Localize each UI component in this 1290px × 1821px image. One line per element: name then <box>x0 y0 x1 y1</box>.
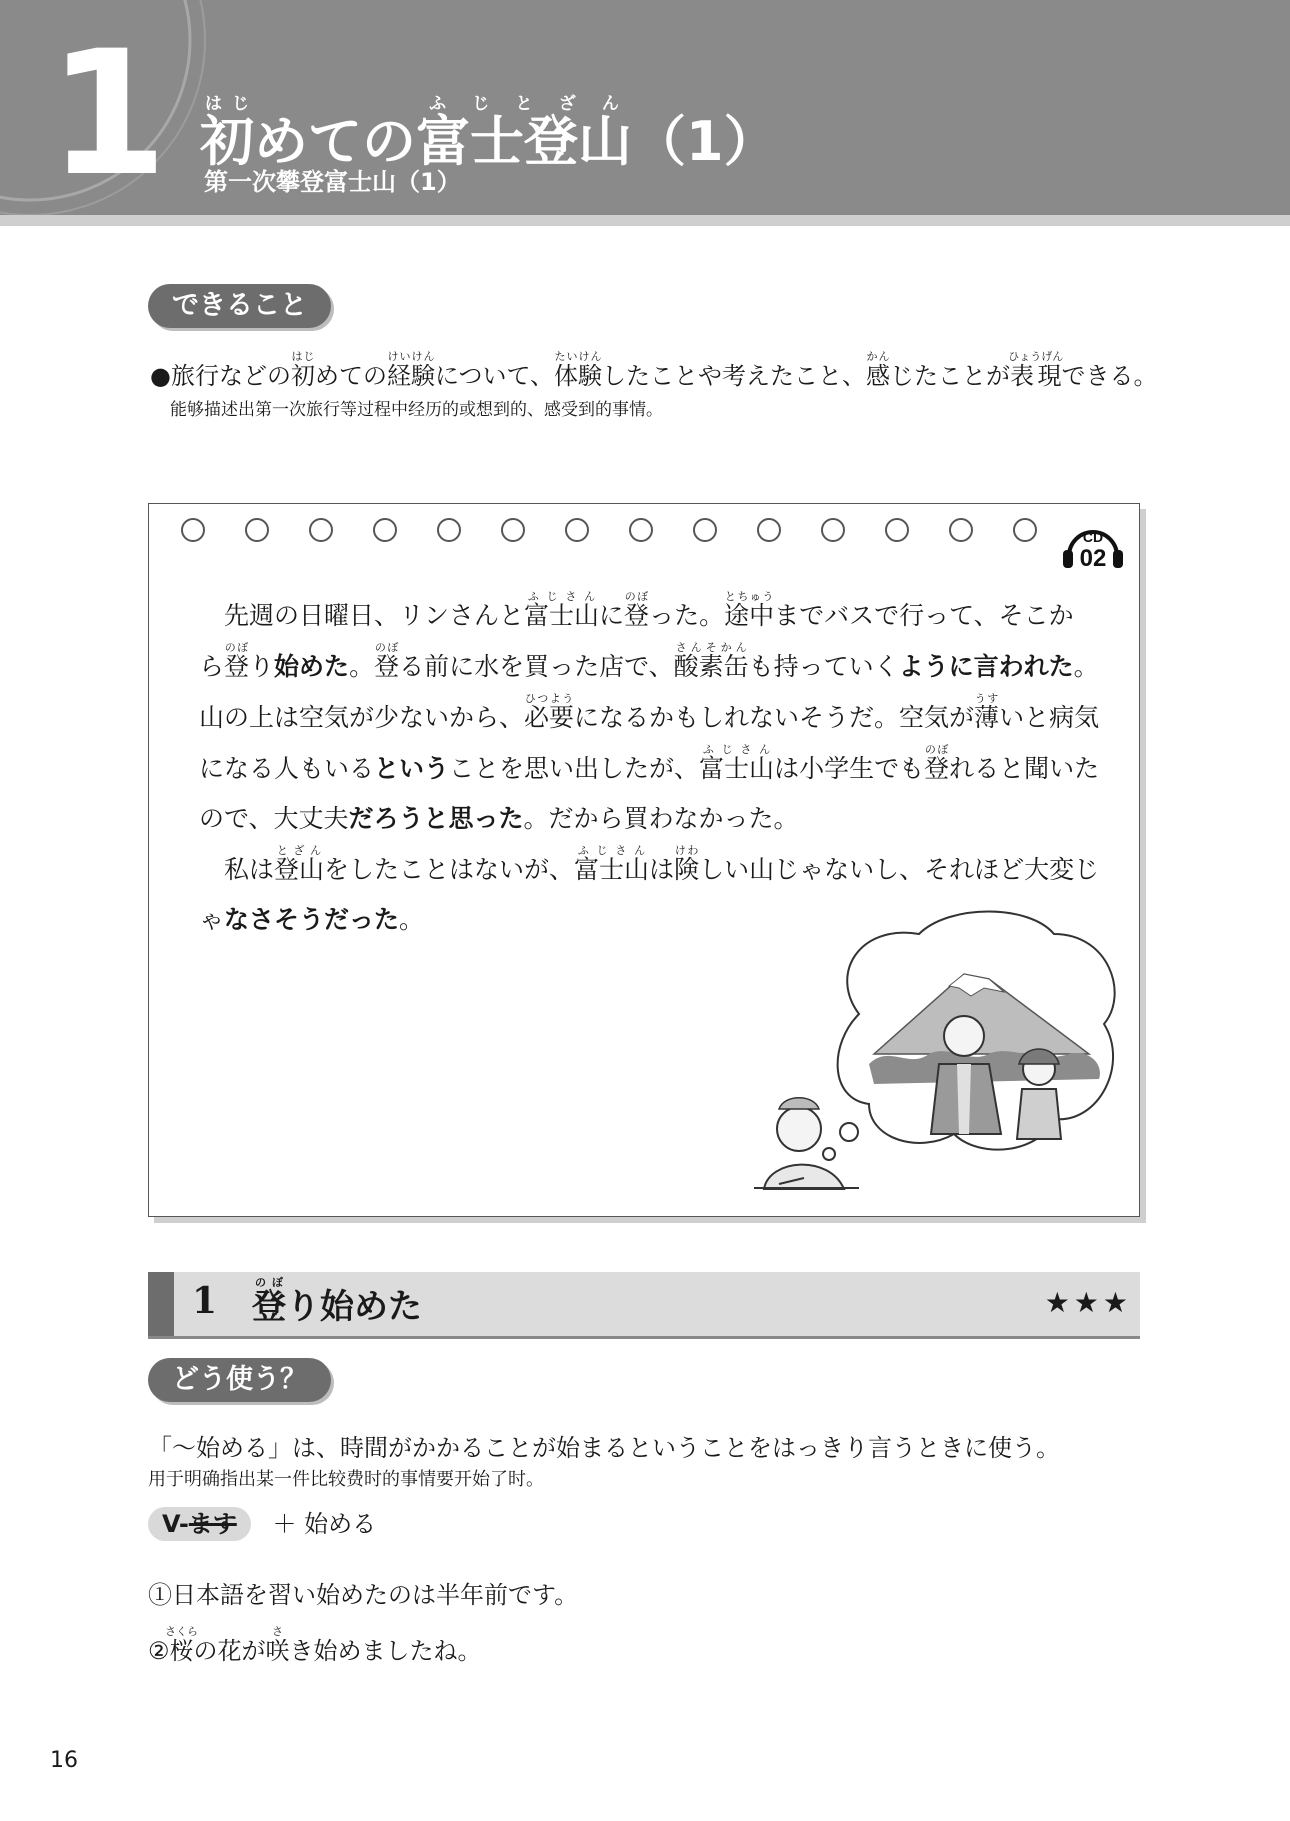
reading-line <box>199 794 1099 844</box>
reading-segment-text: 私は <box>199 855 275 884</box>
binder-ring-icon <box>309 518 333 542</box>
reading-segment-ruby: 途中とちゅう <box>724 590 775 630</box>
goal-segment-ruby: 感かん <box>866 350 890 390</box>
header-stripe <box>0 215 1290 226</box>
chapter-number: 1 <box>48 13 168 214</box>
reading-segment-text: 山の上は空気が少ないから、 <box>199 703 525 732</box>
verb-masu-stem-chip <box>148 1507 251 1541</box>
title-segment-text: （1） <box>632 110 778 173</box>
goal-segment-text: したことや考えたこと、 <box>602 362 866 390</box>
goal-segment-text: できる。 <box>1061 362 1158 390</box>
reading-segment-ruby: 富士山ふじさん <box>574 844 650 884</box>
chapter-subtitle: 第一次攀登富士山（1） <box>204 168 461 196</box>
goal-segment-text: めての <box>314 362 387 390</box>
reading-segment-text: れると聞いた <box>949 754 1100 783</box>
reading-segment-ruby: 酸素缶さんそかん <box>673 641 749 681</box>
goal-segment-ruby: 体験たいけん <box>554 350 602 390</box>
goal-segment-ruby: 経験けいけん <box>386 350 435 390</box>
reading-line <box>199 641 1099 692</box>
example-sentence-1 <box>148 1575 578 1615</box>
reading-segment-ruby: 富士山ふじさん <box>524 590 600 630</box>
reading-segment-ruby: 必要ひつよう <box>524 692 575 732</box>
reading-segment-text: も持っていく <box>748 652 899 681</box>
formula-verb: V- <box>162 1510 189 1538</box>
binder-ring-icon <box>501 518 525 542</box>
example-segment-text: ①日本語を習い始めたのは半年前です。 <box>148 1581 579 1609</box>
binder-ring-icon <box>821 518 845 542</box>
binder-ring-icon <box>949 518 973 542</box>
reading-segment-text: をしたことはないが、 <box>324 855 575 884</box>
reading-segment-text: 。だから買わなかった。 <box>523 804 799 833</box>
section-accent <box>148 1272 174 1336</box>
reading-segment-text: に <box>599 601 625 630</box>
title-segment-ruby: 富士登山ふじとざん <box>416 94 632 173</box>
reading-segment-ruby: 険けわ <box>674 844 700 884</box>
reading-line <box>199 743 1099 794</box>
reading-segment-text: ゃ <box>199 905 225 934</box>
goal-segment-ruby: 表現ひょうげん <box>1008 350 1064 390</box>
reading-segment-grammar-point: なさそうだった <box>224 905 400 934</box>
formula-masu: ます <box>188 1510 237 1538</box>
bullet-icon: ● <box>150 362 171 390</box>
reading-segment-grammar-point: だろうと思った <box>348 804 524 833</box>
cd-track: 02 <box>1079 545 1107 572</box>
title-segment-ruby: 初はじ <box>200 94 254 173</box>
reading-segment-text: 。 <box>399 905 425 934</box>
example-segment-ruby: 桜さくら <box>165 1625 199 1665</box>
section-title <box>252 1276 422 1334</box>
difficulty-stars: ★★★ <box>1044 1286 1132 1319</box>
reading-segment-grammar-point: という <box>374 754 450 783</box>
grammar-formula <box>148 1507 376 1541</box>
reading-segment-text: までバスで行って、そこか <box>774 601 1074 630</box>
binder-ring-icon <box>629 518 653 542</box>
reading-segment-text: ので、大丈夫 <box>199 804 349 833</box>
example-segment-text: ② <box>148 1637 170 1665</box>
goal-translation: 能够描述出第一次旅行等过程中经历的或想到的、感受到的事情。 <box>170 400 663 420</box>
binder-ring-icon <box>565 518 589 542</box>
binder-ring-icon <box>1013 518 1037 542</box>
example-segment-text: の花が <box>193 1637 266 1665</box>
title-segment-text: めての <box>254 110 416 173</box>
binder-ring-icon <box>181 518 205 542</box>
reading-segment-text: は小学生でも <box>774 754 925 783</box>
binder-ring-icon <box>757 518 781 542</box>
reading-segment-text: になるかもしれないそうだ。空気が <box>574 703 975 732</box>
binder-ring-icon <box>693 518 717 542</box>
reading-segment-text: 。 <box>349 652 375 681</box>
reading-segment-grammar-point: ように言われた <box>898 652 1074 681</box>
example-sentence-2 <box>148 1625 482 1671</box>
reading-segment-ruby: 登のぼ <box>374 641 400 681</box>
reading-segment-text: しい山じゃないし、それほど大変じ <box>699 855 1100 884</box>
chapter-title <box>200 94 778 172</box>
reading-segment-ruby: 登山とざん <box>274 844 325 884</box>
binder-ring-icon <box>245 518 269 542</box>
reading-segment-text: 先週の日曜日、リンさんと <box>199 601 525 630</box>
reading-segment-text: る前に水を買った店で、 <box>399 652 674 681</box>
reading-segment-ruby: 富士山ふじさん <box>699 743 775 783</box>
usage-explanation: 「～始める」は、時間がかかることが始まるということをはっきり言うときに使う。 <box>148 1434 1060 1462</box>
reading-passage-card <box>148 503 1140 1217</box>
cd-audio-icon <box>1061 516 1125 572</box>
reading-segment-grammar-point: 始めた <box>274 652 350 681</box>
goal-text <box>170 350 1158 390</box>
goal-segment-text: について、 <box>434 362 554 390</box>
reading-segment-ruby: 登のぼ <box>224 641 250 681</box>
binder-ring-icon <box>885 518 909 542</box>
formula-rest: ＋ 始める <box>272 1510 377 1538</box>
goals-label: できること <box>148 284 331 328</box>
cd-label: CD <box>1082 529 1104 545</box>
reading-line <box>199 844 1099 895</box>
reading-line <box>199 692 1099 743</box>
example-segment-text: き始めましたね。 <box>289 1637 482 1665</box>
reading-segment-ruby: 登のぼ <box>924 743 950 783</box>
goal-segment-text: 旅行などの <box>170 362 291 390</box>
reading-segment-text: 。 <box>1073 652 1099 681</box>
section-title-segment-ruby: 登のぼ <box>252 1276 286 1327</box>
reading-segment-text: いと病気 <box>999 703 1100 732</box>
page-number: 16 <box>50 1748 78 1773</box>
binder-ring-icon <box>373 518 397 542</box>
section-number: 1 <box>192 1280 218 1322</box>
section-title-segment-text: り始めた <box>286 1287 422 1327</box>
example-segment-ruby: 咲さ <box>265 1625 290 1665</box>
goal-segment-ruby: 初はじ <box>290 350 315 390</box>
hiker-daydream-illustration <box>709 904 1129 1194</box>
binder-ring-icon <box>437 518 461 542</box>
reading-segment-text: った。 <box>649 601 725 630</box>
reading-segment-ruby: 薄うす <box>974 692 1000 732</box>
reading-segment-text: ら <box>199 652 225 681</box>
goal-statement <box>150 350 1158 394</box>
reading-line <box>199 590 1099 641</box>
usage-label: どう使う？ <box>148 1358 331 1402</box>
reading-segment-text: は <box>649 855 675 884</box>
reading-text <box>199 590 1099 945</box>
goal-segment-text: じたことが <box>890 362 1010 390</box>
grammar-section-heading <box>148 1272 1140 1339</box>
reading-segment-text: り <box>249 652 275 681</box>
reading-segment-text: になる人もいる <box>199 754 375 783</box>
usage-translation: 用于明确指出某一件比较费时的事情要开始了时。 <box>148 1469 544 1490</box>
chapter-header <box>0 0 1290 215</box>
reading-segment-ruby: 登のぼ <box>624 590 650 630</box>
reading-segment-text: ことを思い出したが、 <box>449 754 700 783</box>
